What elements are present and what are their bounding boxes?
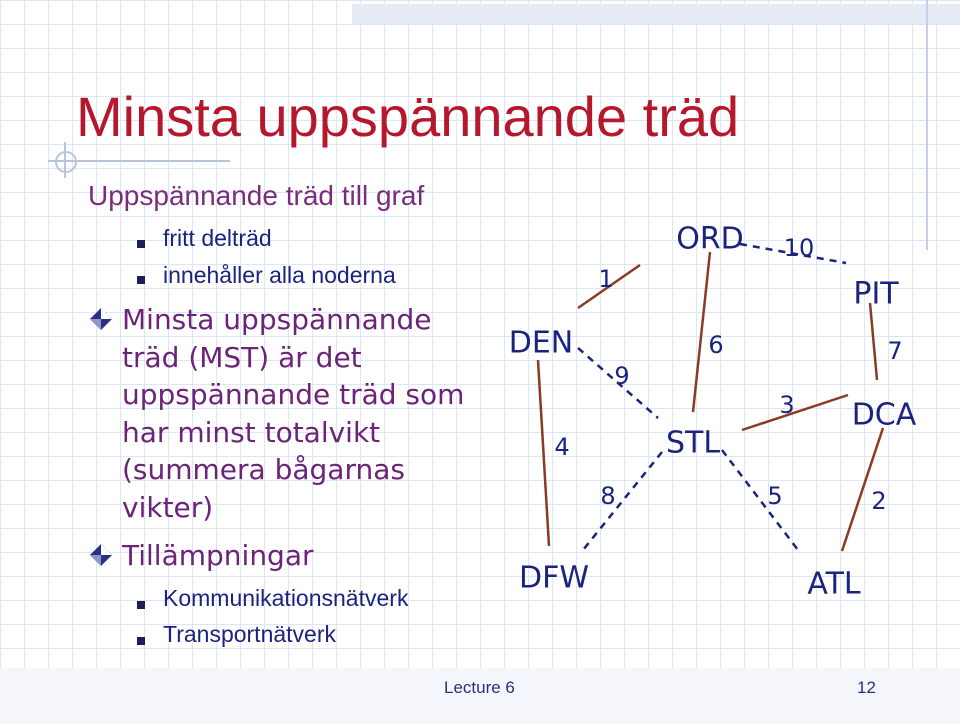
edge-weight-stl-atl: 5 (767, 482, 783, 510)
footer-page-number: 12 (857, 678, 876, 697)
point-mst-line: träd (MST) är det (122, 340, 362, 374)
edge-stl-atl (722, 450, 798, 550)
edge-weight-den-dfw: 4 (554, 433, 570, 461)
node-stl: STL (665, 425, 721, 461)
point-mst-line: Minsta uppspännande (122, 303, 432, 336)
point-mst-line: har minst totalvikt (122, 415, 381, 449)
node-ord: ORD (676, 221, 744, 257)
point-mst-line: vikter) (122, 490, 214, 524)
node-den: DEN (508, 325, 574, 361)
slide-subtitle: Uppspännande träd till graf (88, 180, 425, 211)
node-atl: ATL (807, 566, 861, 602)
edge-weight-stl-dfw: 8 (600, 482, 616, 510)
edge-weight-dca-atl: 2 (871, 487, 887, 515)
edge-den-dfw (538, 360, 549, 546)
bullet-item-free-subtree: fritt delträd (163, 225, 272, 251)
node-dca: DCA (851, 397, 917, 433)
bullet-item-transport-networks: Transportnätverk (163, 621, 336, 647)
point-mst-line: (summera bågarnas (122, 453, 405, 486)
edge-stl-dca (742, 395, 848, 430)
slide-title: Minsta uppspännande träd (76, 85, 740, 148)
edge-weight-stl-dca: 3 (779, 391, 795, 419)
edge-weight-ord-pit: 10 (783, 234, 815, 262)
edge-weight-den-stl: 9 (614, 362, 630, 390)
footer-lecture-label: Lecture 6 (444, 678, 515, 697)
edge-pit-dca (870, 303, 877, 380)
edge-weight-pit-dca: 7 (887, 337, 903, 365)
bullet-item-communication-networks: Kommunikationsnätverk (163, 585, 409, 611)
point-mst-line: uppspännande träd som (122, 378, 465, 411)
node-dfw: DFW (518, 560, 590, 596)
bullet-item-all-nodes: innehåller alla noderna (163, 262, 396, 288)
node-pit: PIT (853, 276, 899, 312)
point-applications: Tillämpningar (122, 539, 314, 572)
edge-weight-den-ord: 1 (598, 265, 614, 293)
edge-stl-dfw (583, 452, 662, 550)
edge-weight-ord-stl: 6 (708, 331, 724, 359)
